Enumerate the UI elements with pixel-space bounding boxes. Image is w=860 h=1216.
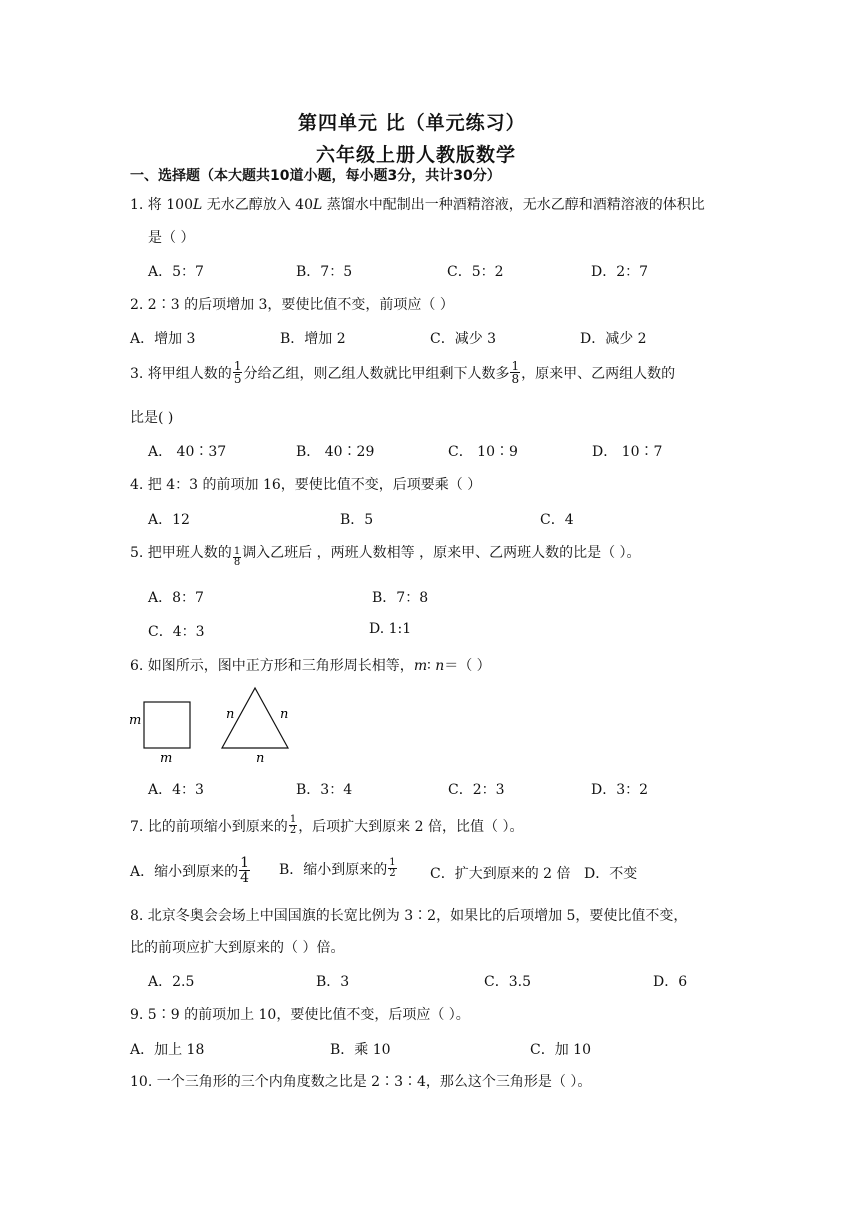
q1-option-b: B．7：5 [296,264,353,280]
page-title: 第四单元 比（单元练习） [298,112,526,134]
q7-option-a [130,856,251,885]
question-8-line2: 比的前项应扩大到原来的（ ）倍。 [130,940,345,956]
question-7-text [130,815,523,836]
q5-option-b: B．7：8 [372,590,429,606]
q8-option-c: C．3.5 [484,974,531,990]
q7-option-b-fraction [388,858,396,879]
q5-f-numerator: 1 [233,546,241,557]
q6-text-b: ＝（ ） [444,658,491,674]
q2-option-d: D．减少 2 [580,331,647,347]
q6-var-n: n [435,658,445,674]
q7-b-denominator: 2 [389,868,396,879]
question-3-line2: 比是( ) [130,410,174,426]
question-4-text: 4. 把 4：3 的前项加 16，要使比值不变，后项要乘（ ） [130,477,482,493]
q6-text-a: 6. 如图所示，图中正方形和三角形周长相等， [130,658,414,674]
q8-option-b: B．3 [316,974,350,990]
q3-f2-denominator: 8 [511,372,520,386]
q7-option-b [279,858,398,879]
q3-text-b: 分给乙组，则乙组人数就比甲组剩下人数多 [243,365,510,382]
square-left-label: m [129,713,142,728]
q1-option-a: A．5：7 [148,264,204,280]
q6-option-d: D．3：2 [591,782,649,798]
triangle-right-label: n [280,707,289,722]
q3-fraction-1 [233,360,243,385]
q6-figure [120,680,320,772]
square-bottom-label: m [160,751,173,766]
q5-fraction [233,547,241,568]
q3-option-a: A． 40∶37 [148,444,227,460]
q7-option-b-text: B．缩小到原来的 [279,861,388,878]
q7-fraction [289,815,297,836]
q1-text-c: 蒸馏水中配制出一种酒精溶液，无水乙醇和酒精溶液的体积比 [322,197,705,213]
q7-option-c: C．扩大到原来的 2 倍 [430,866,571,882]
section-header: 一、选择题（本大题共10道小题，每小题3分，共计30分） [130,168,501,184]
q5-option-d: D. 1:1 [369,621,412,637]
q3-f1-denominator: 5 [233,372,242,386]
q9-option-b: B．乘 10 [330,1042,391,1058]
q7-text-a: 7. 比的前项缩小到原来的 [130,818,288,835]
q6-colon: ∶ [427,658,436,674]
triangle-left-label: n [226,707,235,722]
question-8-line1: 8. 北京冬奥会会场上中国国旗的长宽比例为 3∶2，如果比的后项增加 5，要使比值不变， [130,908,688,924]
q9-option-a: A．加上 18 [130,1042,205,1058]
q1-unit-1: L [192,197,203,213]
q6-var-m: m [413,658,428,674]
q6-option-a: A．4：3 [148,782,204,798]
q3-text-a: 3. 将甲组人数的 [130,365,232,382]
q3-fraction-2 [510,360,520,385]
q2-option-a: A．增加 3 [130,331,196,347]
q9-option-c: C．加 10 [530,1042,591,1058]
question-1-line2: 是（ ） [148,230,195,246]
question-6-text [130,655,491,675]
question-3-text [130,360,675,385]
q7-b-numerator: 1 [389,857,396,868]
page-subtitle: 六年级上册人教版数学 [316,144,517,166]
q3-f2-numerator: 1 [511,359,520,373]
q1-unit-2: L [313,197,323,213]
question-5-text [130,541,641,568]
q5-option-a: A．8：7 [148,590,204,606]
q7-option-d: D．不变 [584,866,638,882]
q1-text-a: 1. 将 100 [130,197,193,213]
q7-text-b: ，后项扩大到原来 2 倍，比值（ ）。 [298,818,524,835]
question-1-text [130,194,705,214]
q7-a-denominator: 4 [240,870,250,886]
q1-option-c: C．5：2 [447,264,504,280]
q7-option-a-text: A．缩小到原来的 [130,863,239,880]
q3-option-b: B． 40∶29 [296,444,375,460]
triangle-bottom-label: n [256,751,265,766]
q2-option-b: B．增加 2 [280,331,346,347]
q4-option-c: C．4 [540,512,574,528]
q5-text-a: 5. 把甲班人数的 [130,544,232,561]
q3-text-c: ，原来甲、乙两组人数的 [521,365,676,382]
q2-option-c: C．减少 3 [430,331,497,347]
q3-f1-numerator: 1 [233,359,242,373]
question-9-text: 9. 5∶9 的前项加上 10，要使比值不变，后项应（ ）。 [130,1007,470,1023]
q8-option-d: D．6 [653,974,688,990]
q4-option-a: A．12 [148,512,190,528]
q5-text-b: 调入乙班后 ，两班人数相等 ，原来甲、乙两班人数的比是（ ）。 [242,544,641,561]
q7-option-a-fraction [239,856,250,885]
square-shape [144,702,190,748]
question-2-text: 2. 2∶3 的后项增加 3，要使比值不变，前项应（ ） [130,297,454,313]
question-10-text: 10. 一个三角形的三个内角度数之比是 2∶3∶4，那么这个三角形是（ ）。 [130,1074,592,1090]
q6-option-b: B．3：4 [296,782,353,798]
q7-a-numerator: 1 [240,855,250,871]
q8-option-a: A．2.5 [148,974,195,990]
q6-option-c: C．2：3 [448,782,505,798]
q1-text-b: 无水乙醇放入 40 [202,197,313,213]
q5-option-c: C．4：3 [148,624,205,640]
q4-option-b: B．5 [340,512,374,528]
q3-option-c: C． 10∶9 [448,444,518,460]
q1-option-d: D．2：7 [591,264,649,280]
q7-f-numerator: 1 [289,814,297,825]
q5-f-denominator: 8 [233,557,241,568]
q3-option-d: D． 10∶7 [592,444,663,460]
q7-f-denominator: 2 [289,825,297,836]
